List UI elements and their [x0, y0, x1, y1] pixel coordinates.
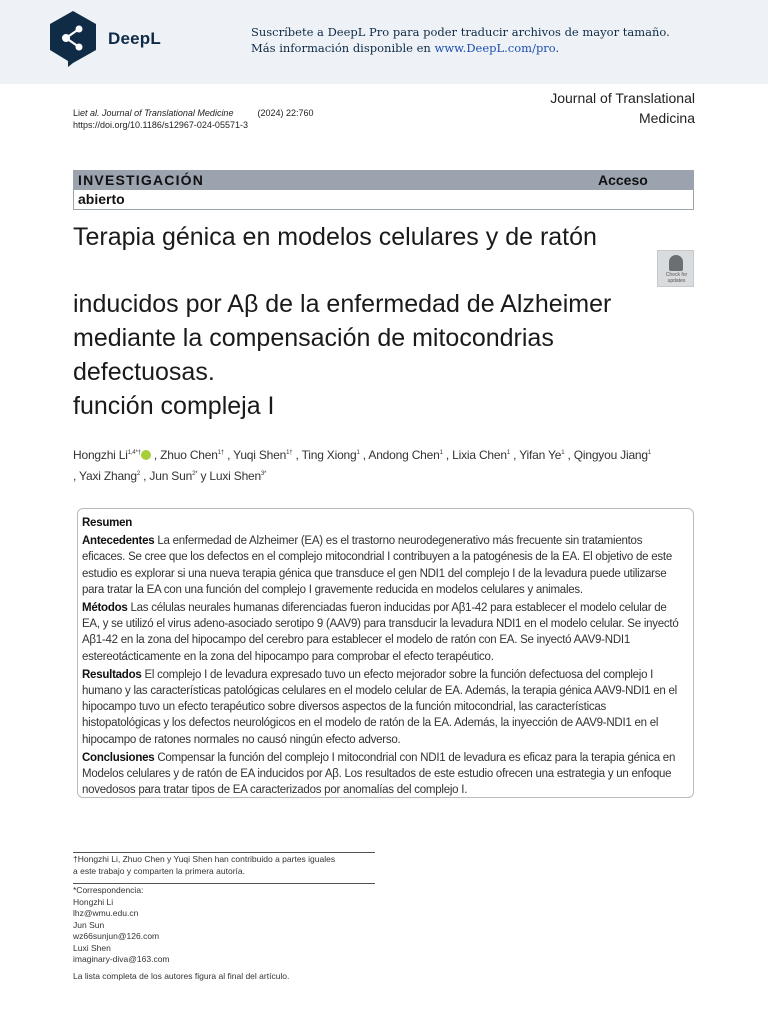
citation-journal: Journal of Translational Medicine — [102, 108, 234, 118]
abstract-box — [77, 508, 694, 798]
author-affiliation: 1† — [217, 450, 224, 456]
author-name[interactable]: , Yaxi Zhang — [73, 469, 137, 483]
author-name[interactable]: , Zhuo Chen — [153, 448, 218, 462]
deepl-logo-icon — [48, 10, 98, 68]
check-updates-line-2: updates — [667, 278, 686, 284]
methods-text: Las células neurales humanas diferenciadas fueron inducidas por Aβ1-42 para establecer el modelo celular de EA, y se utilizó el virus adeno-asociado serotipo 9 (AAV9) para transducir la levadura NDI1 en el modelo celular. Se inyectó Aβ1-42 en la zona del hipocampo del cerebro para establecer el modelo de ratón con EA. Se inyectó AAV9-NDI1 estereotácticamente en la zona del hipocampo para comprobar el efecto terapéutico. — [82, 602, 679, 663]
deepl-brand-name: DeepL — [108, 29, 161, 48]
footnotes — [73, 852, 375, 966]
author-affiliation: 1 — [356, 450, 360, 456]
author-affiliation: 1 — [439, 450, 443, 456]
background-text: La enfermedad de Alzheimer (EA) es el trastorno neurodegenerativo más frecuente sin tratamientos eficaces. Se cree que los defectos en el complejo mitocondrial I contribuyen a la patogénesis de la EA. El objetivo de este estudio es explorar si una nueva terapia génica que transduce el gen NDI1 del complejo I de la levadura puede utilizarse para tratar la EA con una función del complejo I gravemente reducida en modelos celulares y animales. — [82, 535, 672, 596]
author-name[interactable]: , Yifan Ye — [513, 448, 562, 462]
open-access-label-2: abierto — [78, 191, 125, 207]
methods-heading: Métodos — [82, 602, 128, 615]
author-name[interactable]: , Yuqi Shen — [227, 448, 287, 462]
corr-author-2-name: Jun Sun — [73, 919, 105, 930]
article-title-rest — [73, 287, 713, 423]
author-name[interactable]: , Andong Chen — [362, 448, 440, 462]
corr-author-3-name: Luxi Shen — [73, 942, 111, 953]
citation-volume: (2024) 22:760 — [257, 108, 314, 118]
deepl-pro-link[interactable]: www.DeepL.com/pro — [434, 41, 556, 55]
background-heading: Antecedentes — [82, 535, 155, 548]
abstract-background — [82, 533, 682, 598]
article-title-line-1: Terapia génica en modelos celulares y de ratón — [73, 223, 597, 251]
author-list — [73, 444, 693, 486]
corr-author-1-email[interactable]: lhz@wmu.edu.cn — [73, 908, 139, 918]
corr-author-3-email[interactable]: imaginary-diva@163.com — [73, 954, 170, 964]
author-name[interactable]: Hongzhi Li — [73, 448, 128, 462]
correspondence-label: *Correspondencia: — [73, 885, 144, 895]
journal-name — [550, 88, 695, 128]
promo-line-1: Suscríbete a DeepL Pro para poder traducir archivos de mayor tamaño. — [251, 25, 670, 39]
article-title-line-2: inducidos por Aβ de la enfermedad de Alzheimer — [73, 290, 612, 318]
author-name[interactable]: , Jun Sun — [143, 469, 193, 483]
author-affiliation: 1 — [561, 450, 565, 456]
promo-line-2-prefix: Más información disponible en — [251, 41, 435, 55]
article-title-line-5: función compleja I — [73, 392, 275, 420]
open-access-label: Acceso — [598, 172, 648, 188]
results-heading: Resultados — [82, 668, 142, 681]
author-affiliation: 2* — [192, 471, 198, 477]
citation-block — [73, 107, 314, 131]
orcid-icon[interactable] — [141, 450, 151, 460]
author-affiliation: 2 — [136, 471, 141, 477]
check-for-updates-text — [658, 272, 695, 284]
author-name[interactable]: y Luxi Shen — [200, 469, 261, 483]
equal-contribution-line-1: †Hongzhi Li, Zhuo Chen y Yuqi Shen han contribuido a partes iguales — [73, 854, 336, 864]
journal-name-line-2: Medicina — [638, 110, 695, 126]
open-access-box — [73, 170, 694, 210]
abstract-methods — [82, 600, 682, 665]
abstract-results — [82, 667, 682, 748]
results-text: El complejo I de levadura expresado tuvo un efecto mejorador sobre la función defectuosa del complejo I humano y las características patológicas celulares en el modelo celular de EA. Además, la terapia génica AAV9-NDI1 en el hipocampo tuvo un efecto terapéutico sobre diversos aspectos de la función mitocondrial, las características histopatológicas y los defectos neurológicos en el modelo de ratón de la EA. Además, la inyección de AAV9-NDI1 en el hipocampo de ratones normales no causó ningún efecto adverso. — [82, 668, 677, 746]
equal-contribution-line-2: a este trabajo y comparten la primera autoría. — [73, 865, 245, 876]
bookmark-icon — [669, 255, 683, 271]
corr-author-2-email[interactable]: wz66sunjun@126.com — [73, 931, 160, 941]
author-affiliation: 1† — [286, 450, 293, 456]
conclusions-heading: Conclusiones — [82, 751, 155, 764]
article-title-line-3: mediante la compensación de mitocondrias — [73, 324, 554, 352]
abstract-conclusions — [82, 750, 682, 799]
author-affiliation: 1 — [506, 450, 510, 456]
author-name[interactable]: , Lixia Chen — [445, 448, 507, 462]
author-affiliation: 3* — [261, 471, 267, 477]
check-for-updates-icon[interactable] — [657, 250, 694, 287]
open-access-bar — [74, 171, 693, 190]
abstract-content — [82, 515, 682, 800]
article-title-line-4: defectuosas. — [73, 358, 215, 386]
correspondence-note — [73, 883, 375, 966]
journal-name-line-1: Journal of Translational — [550, 90, 695, 106]
deepl-promo-text — [251, 24, 670, 56]
conclusions-text: Compensar la función del complejo I mitocondrial con NDI1 de levadura es eficaz para la terapia génica en — [154, 751, 676, 764]
deepl-banner — [0, 0, 768, 84]
article-type-label: INVESTIGACIÓN — [78, 172, 205, 188]
doi-link[interactable]: https://doi.org/10.1186/s12967-024-05571-3 — [73, 120, 248, 130]
promo-line-2 — [251, 40, 670, 56]
abstract-heading: Resumen — [82, 517, 133, 529]
author-affiliation: 1 — [647, 450, 652, 456]
deepl-logo[interactable] — [48, 10, 161, 68]
check-updates-line-1: Check for — [665, 272, 688, 278]
citation-author: Li — [73, 108, 81, 118]
author-name[interactable]: , Qingyou Jiang — [567, 448, 648, 462]
corr-author-1-name: Hongzhi Li — [73, 896, 114, 907]
promo-line-2-suffix: . — [555, 41, 560, 55]
equal-contribution-note — [73, 852, 375, 877]
conclusions-text-2: Modelos celulares y de ratón de EA inducidos por Aβ. Los resultados de este estudio ofrecen una estrategia y un enfoque novedosos para tratar tipos de EA caracterizados por anomalías del complejo I. — [82, 768, 672, 797]
author-name[interactable]: , Ting Xiong — [295, 448, 357, 462]
full-author-list-note: La lista completa de los autores figura al final del artículo. — [73, 971, 290, 981]
author-affiliation: 1,4*† — [127, 450, 141, 456]
citation-etal: et al. — [80, 108, 100, 118]
